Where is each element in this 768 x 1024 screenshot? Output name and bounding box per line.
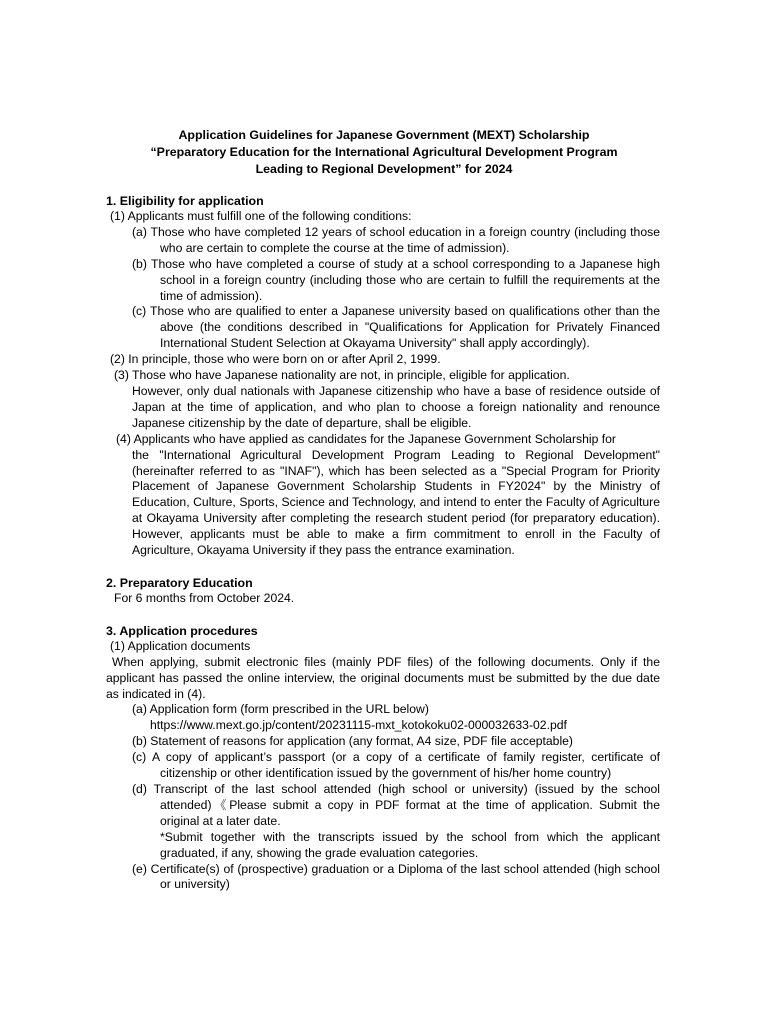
document-e: (e) Certificate(s) of (prospective) graduation or a Diploma of the last school attended (high school or university) [132,861,660,892]
eligibility-item-1: (1) Applicants must fulfill one of the following conditions: [110,209,412,223]
document-c: (c) A copy of applicant’s passport (or a copy of a certificate of family register, certificate of citizenship or other identification issued by the government of his/her home country) [132,750,660,781]
eligibility-item-4-body: the "International Agricultural Development Program Leading to Regional Development" (hereinafter referred to as "INAF"), which has been selected as a "Special Program for Priority Placement of Japanese Government Scholarship Students in FY2024" by the Ministry of Education, Culture, Sports, Science and Technology, and intend to enter the Faculty of Agriculture at Okayama University after completing the research student period (for preparatory education). However, applicants must be able to make a firm commitment to enroll in the Faculty of Agriculture, Okayama University if they pass the entrance examination. [132,447,660,558]
document-b: (b) Statement of reasons for application (any format, A4 size, PDF file acceptable) [132,734,573,749]
title-line-3: Leading to Regional Development” for 2024 [255,162,513,176]
spacer [106,559,660,575]
document-title [0,127,768,178]
eligibility-item-3-body: However, only dual nationals with Japanese citizenship who have a base of residence outside of Japan at the time of application, and who plan to choose a foreign nationality and renounce Japanese citizenship by the date of departure, shall be eligible. [132,383,660,430]
document-d-note: *Submit together with the transcripts issued by the school from which the applicant graduated, if any, showing the grade evaluation categories. [160,829,660,860]
eligibility-sub-a: (a) Those who have completed 12 years of school education in a foreign country (including those who are certain to complete the course at the time of admission). [132,224,660,255]
document-d: (d) Transcript of the last school attended (high school or university) (issued by the school attended)《Please submit a copy in PDF format at the time of application. Submit the original at a later date. [132,782,660,828]
section-1-heading: 1. Eligibility for application [106,194,264,208]
document-body [106,193,660,893]
procedures-intro: When applying, submit electronic files (mainly PDF files) of the following documents. Only if the applicant has passed the online interview, the original documents must be submitted by the due date as indicated in (4). [106,654,660,701]
eligibility-sub-c: (c) Those who are qualified to enter a Japanese university based on qualifications other than the above (the conditions described in "Qualifications for Application for Privately Financed International Student Selection at Okayama University" shall apply accordingly). [132,304,660,351]
section-3-heading: 3. Application procedures [106,623,258,638]
spacer [106,607,660,623]
document-a: (a) Application form (form prescribed in the URL below) [132,702,429,717]
preparatory-education-period: For 6 months from October 2024. [114,590,295,605]
title-line-2: “Preparatory Education for the International Agricultural Development Program [150,145,618,159]
eligibility-item-4-first-line: (4) Applicants who have applied as candidates for the Japanese Government Scholarship for [116,431,616,446]
eligibility-item-3-first-line: (3) Those who have Japanese nationality are not, in principle, eligible for application. [114,368,570,383]
eligibility-sub-b: (b) Those who have completed a course of study at a school corresponding to a Japanese high school in a foreign country (including those who are certain to fulfill the requirements at the time of admission). [132,256,660,303]
section-2-heading: 2. Preparatory Education [106,575,253,590]
title-line-1: Application Guidelines for Japanese Government (MEXT) Scholarship [178,128,590,142]
application-form-url: https://www.mext.go.jp/content/20231115-mxt_kotokoku02-000032633-02.pdf [150,718,567,733]
eligibility-item-2: (2) In principle, those who were born on or after April 2, 1999. [110,352,441,367]
procedures-item-1: (1) Application documents [110,638,251,653]
